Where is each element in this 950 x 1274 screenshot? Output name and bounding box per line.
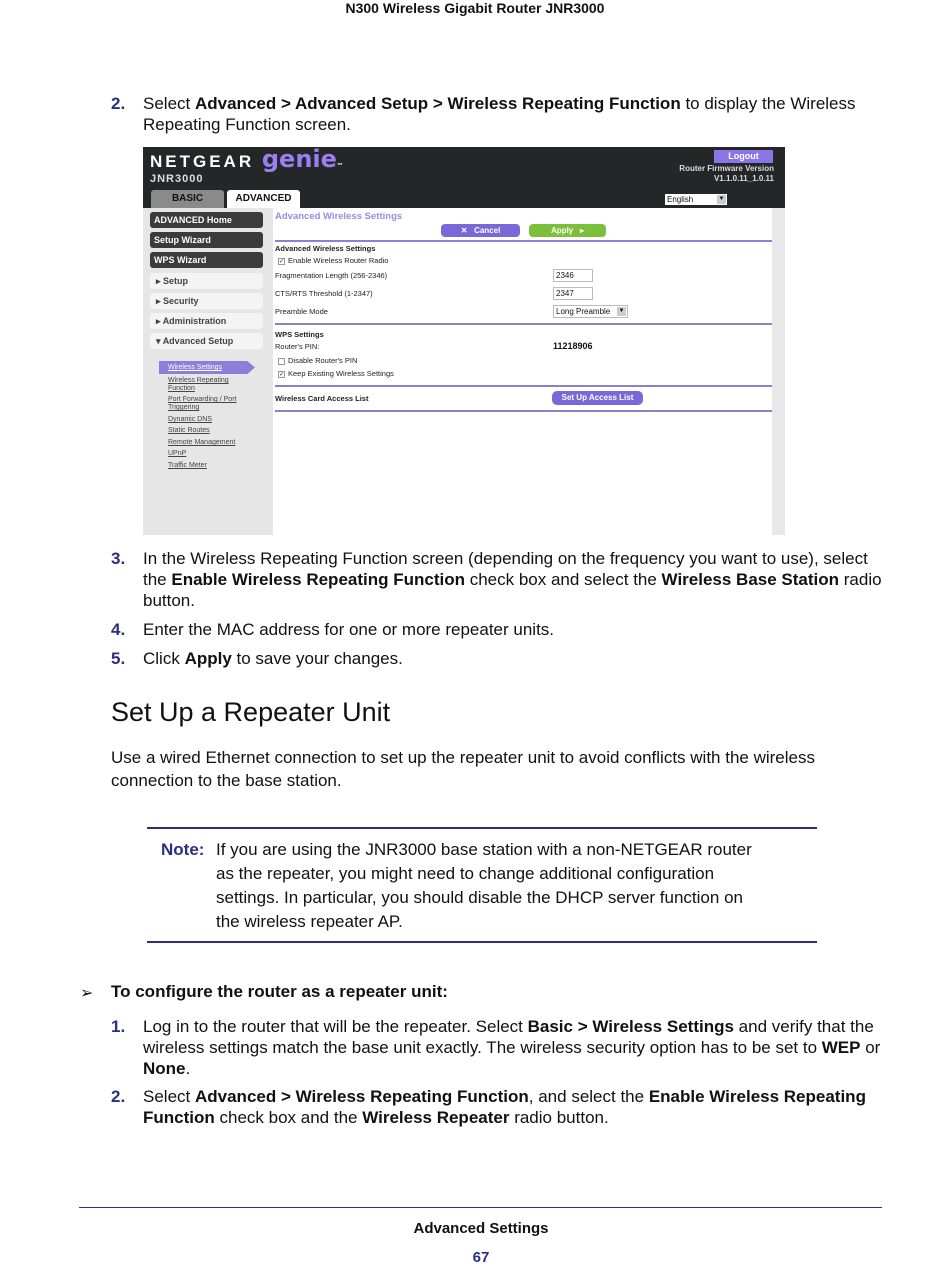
- setup-access-list-button[interactable]: Set Up Access List: [552, 391, 643, 405]
- arrow-bullet-icon: ➢: [80, 985, 94, 1002]
- sidebar: [143, 208, 273, 535]
- procedure-step-1: 1. Log in to the router that will be the repeater. Select Basic > Wireless Settings and verify that the wireless settings match the base unit exactly. The wireless security option has to be set to WEP or None.: [111, 1017, 881, 1078]
- sidebar-administration[interactable]: ▸ Administration: [150, 313, 263, 329]
- section-title: WPS Settings: [275, 330, 324, 339]
- sidebar-setup[interactable]: ▸ Setup: [150, 273, 263, 289]
- note-bottom-rule: [147, 941, 817, 943]
- footer-rule: [79, 1207, 882, 1208]
- link-dynamic-dns[interactable]: Dynamic DNS: [168, 416, 212, 423]
- link-port-forwarding[interactable]: Port Forwarding / Port Triggering: [168, 396, 237, 411]
- note-top-rule: [147, 827, 817, 829]
- section-heading: Set Up a Repeater Unit: [111, 697, 391, 727]
- enable-radio-checkbox[interactable]: ✓ Enable Wireless Router Radio: [279, 256, 389, 265]
- link-upnp[interactable]: UPnP: [168, 450, 187, 457]
- scrollbar[interactable]: [772, 208, 785, 535]
- model-name: JNR3000: [150, 173, 204, 185]
- pin-label: Router's PIN:: [275, 342, 320, 351]
- step-5: 5. Click Apply to save your changes.: [111, 649, 403, 668]
- link-remote-management[interactable]: Remote Management: [168, 439, 236, 446]
- tab-advanced[interactable]: ADVANCED: [227, 190, 300, 208]
- step-3: 3. In the Wireless Repeating Function screen (depending on the frequency you want to use), select the Enable Wireless Repeating Function check box and select the Wireless Base Station radio button.: [111, 549, 882, 610]
- cts-input[interactable]: 2347: [553, 287, 593, 300]
- note-label: Note:: [161, 840, 205, 859]
- text: Select: [143, 94, 195, 113]
- link-wireless-settings[interactable]: Wireless Settings: [168, 364, 223, 371]
- step-2: [111, 93, 891, 135]
- play-icon: ▸: [579, 226, 584, 235]
- logout-button[interactable]: Logout: [714, 150, 773, 163]
- firmware-version: Router Firmware Version V1.1.0.11_1.0.11: [679, 164, 774, 183]
- sidebar-security[interactable]: ▸ Security: [150, 293, 263, 309]
- chevron-down-icon: ▼: [718, 196, 725, 202]
- page-header: N300 Wireless Gigabit Router JNR3000: [345, 0, 605, 16]
- section-title: Advanced Wireless Settings: [275, 244, 376, 253]
- router-header: [143, 147, 785, 208]
- keep-existing-checkbox[interactable]: ✓ Keep Existing Wireless Settings: [279, 369, 394, 378]
- preamble-label: Preamble Mode: [275, 307, 328, 316]
- tab-basic[interactable]: BASIC: [151, 190, 224, 208]
- step-number: 2.: [111, 94, 126, 113]
- disable-pin-checkbox[interactable]: Disable Router's PIN: [278, 356, 357, 365]
- frag-input[interactable]: 2346: [553, 269, 593, 282]
- text: to display the Wireless Repeating Function screen.: [143, 94, 856, 134]
- footer-section: Advanced Settings: [413, 1220, 549, 1237]
- sidebar-wps-wizard[interactable]: WPS Wizard: [150, 252, 263, 268]
- divider: [275, 410, 772, 412]
- link-wireless-repeating[interactable]: Wireless Repeating Function: [168, 377, 229, 392]
- page-number: 67: [472, 1249, 490, 1266]
- divider: [275, 240, 772, 242]
- procedure-step-2: 2. Select Advanced > Wireless Repeating Function, and select the Enable Wireless Repeating Function check box and the Wireless Repeater radio button.: [111, 1087, 866, 1127]
- apply-button[interactable]: Apply ▸: [529, 224, 606, 237]
- chevron-down-icon: ▼: [618, 308, 625, 314]
- settings-panel: [273, 208, 772, 535]
- pin-value: 11218906: [553, 341, 593, 351]
- sidebar-advanced-setup[interactable]: ▾ Advanced Setup: [150, 333, 263, 349]
- close-icon: ✕: [460, 226, 468, 235]
- divider: [275, 385, 772, 387]
- cancel-button[interactable]: ✕ Cancel: [441, 224, 520, 237]
- checkbox-checked-icon: ✓: [279, 371, 285, 378]
- preamble-select[interactable]: Long Preamble ▼: [553, 305, 628, 318]
- language-select[interactable]: English ▼: [665, 194, 727, 205]
- checkbox-checked-icon: ✓: [279, 258, 285, 265]
- access-list-label: Wireless Card Access List: [275, 394, 369, 403]
- step-4: 4. Enter the MAC address for one or more repeater units.: [111, 620, 555, 639]
- divider: [275, 323, 772, 325]
- procedure-title: To configure the router as a repeater unit:: [111, 982, 448, 1001]
- sidebar-setup-wizard[interactable]: Setup Wizard: [150, 232, 263, 248]
- netgear-genie-logo: NETGEAR genie™: [150, 147, 346, 173]
- frag-label: Fragmentation Length (256-2346): [275, 271, 388, 280]
- cts-label: CTS/RTS Threshold (1-2347): [275, 289, 373, 298]
- sidebar-advanced-home[interactable]: ADVANCED Home: [150, 212, 263, 228]
- bold-text: Advanced > Advanced Setup > Wireless Repeating Function: [194, 94, 681, 113]
- link-static-routes[interactable]: Static Routes: [168, 427, 210, 434]
- router-screenshot: [143, 147, 785, 535]
- link-traffic-meter[interactable]: Traffic Meter: [168, 462, 207, 469]
- intro-paragraph: Use a wired Ethernet connection to set up the repeater unit to avoid conflicts with the wireless connection to the base station.: [111, 748, 815, 790]
- note-text: If you are using the JNR3000 base station with a non-NETGEAR router as the repeater, you might need to change additional configuration settings. In particular, you should disable the DHCP server function on the wireless repeater AP.: [216, 840, 752, 931]
- panel-title: Advanced Wireless Settings: [275, 211, 403, 222]
